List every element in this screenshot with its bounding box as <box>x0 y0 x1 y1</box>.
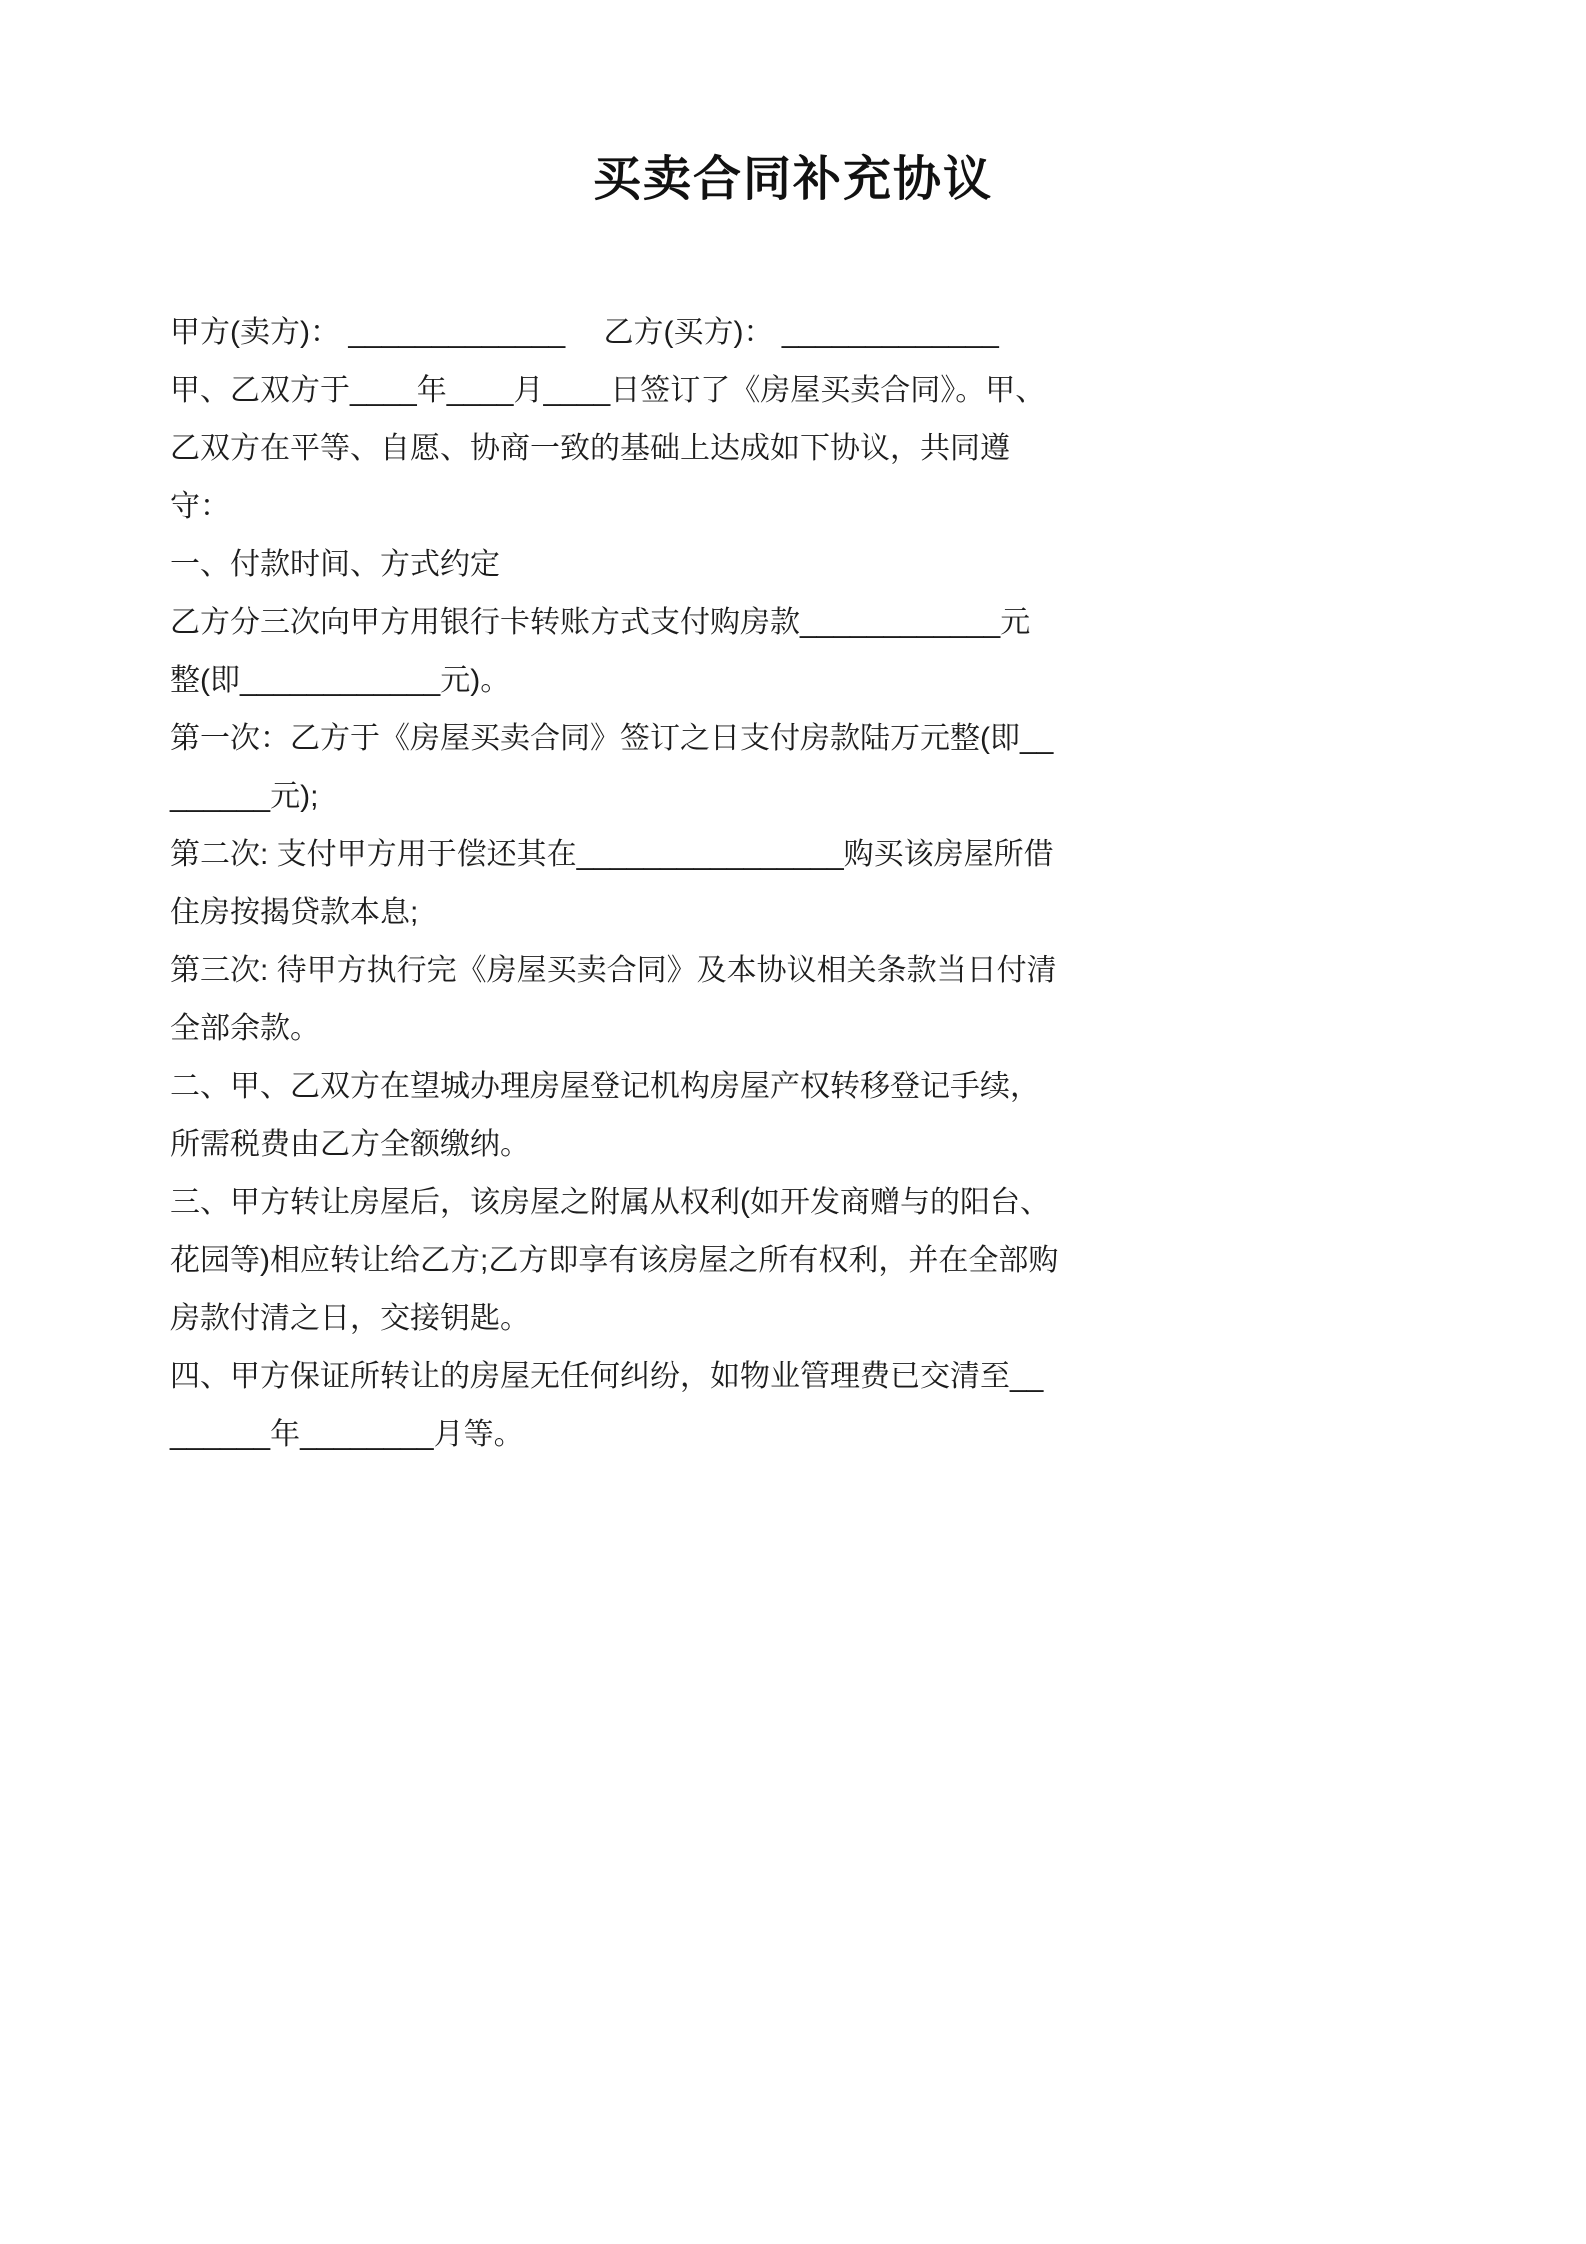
document-body <box>170 304 1060 1464</box>
paragraph-parties: 甲方(卖方)： _____________ 乙方(买方)： _____________ <box>170 316 999 349</box>
paragraph-clause-4: 四、甲方保证所转让的房屋无任何纠纷，如物业管理费已交清至________年________月等。 <box>170 1360 1044 1451</box>
paragraph-preamble: 甲、乙双方于____年____月____日签订了《房屋买卖合同》。甲、乙双方在平等、自愿、协商一致的基础上达成如下协议，共同遵守： <box>170 374 1046 523</box>
paragraph-clause-2: 二、甲、乙双方在望城办理房屋登记机构房屋产权转移登记手续，所需税费由乙方全额缴纳。 <box>170 1070 1040 1161</box>
paragraph-payment-third: 第三次: 待甲方执行完《房屋买卖合同》及本协议相关条款当日付清全部余款。 <box>170 954 1057 1045</box>
paragraph-payment-second: 第二次: 支付甲方用于偿还其在________________购买该房屋所借住房按揭贷款本息; <box>170 838 1054 929</box>
paragraph-payment-total: 乙方分三次向甲方用银行卡转账方式支付购房款____________元整(即____________元)。 <box>170 606 1031 697</box>
document-title: 买卖合同补充协议 <box>592 153 993 206</box>
paragraph-payment-first: 第一次：乙方于《房屋买卖合同》签订之日支付房款陆万元整(即________元); <box>170 722 1054 813</box>
paragraph-clause-1-heading: 一、付款时间、方式约定 <box>170 548 500 581</box>
paragraph-clause-3: 三、甲方转让房屋后，该房屋之附属从权利(如开发商赠与的阳台、花园等)相应转让给乙方;乙方即享有该房屋之所有权利，并在全部购房款付清之日，交接钥匙。 <box>170 1186 1059 1335</box>
